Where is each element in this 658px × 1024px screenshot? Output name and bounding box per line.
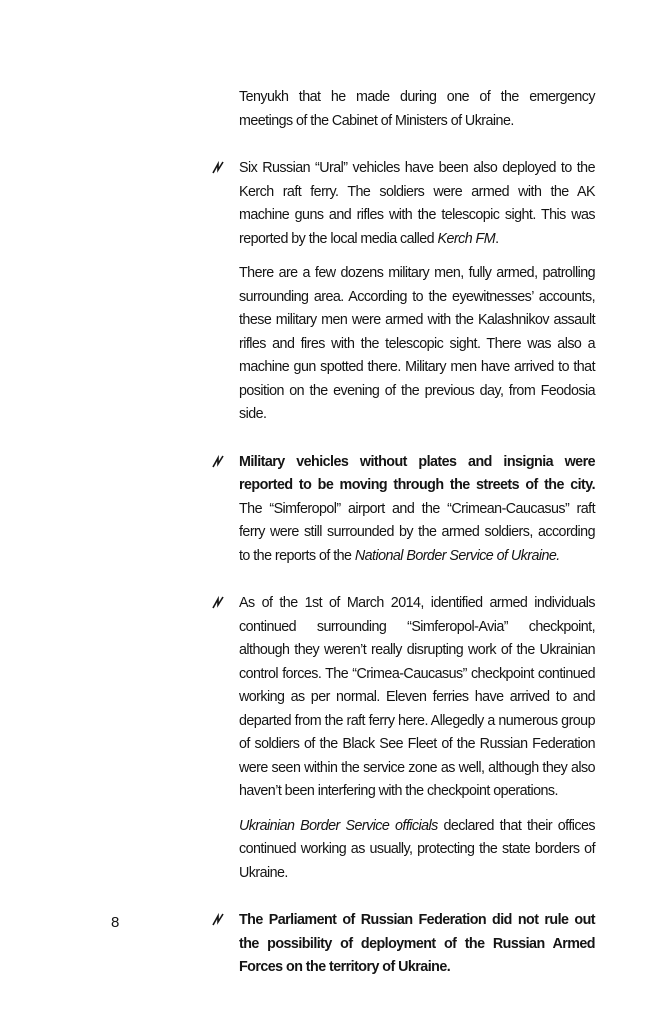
item-paragraph: The Parliament of Russian Federation did not rule out the possibility of deployment of the Russian Armed Forces on the territory of Ukraine. [239, 912, 595, 975]
slashed-arrow-bullet-icon [210, 454, 226, 470]
media-name: Kerch FM [437, 230, 496, 247]
intro-paragraph: Tenyukh that he made during one of the emergency meetings of the Cabinet of Ministers of Ukraine. [239, 89, 595, 129]
page-number: 8 [111, 914, 120, 931]
page-body [239, 86, 595, 980]
list-item [239, 909, 595, 980]
source-name: Ukrainian Border Service officials [239, 817, 438, 834]
paragraph-text: . [495, 230, 499, 247]
item-paragraph: There are a few dozens military men, fully armed, patrolling surrounding area. According to the eyewitnesses’ accounts, these military men were armed with the Kalashnikov assault rifles and fires with the telescopic sight. There was also a machine gun spotted there. Military men have arrived to that position on the evening of the previous day, from Feodosia side. [239, 265, 595, 422]
bold-lead: Military vehicles without plates and insignia were reported to be moving through the streets of the city. [239, 453, 595, 493]
item-paragraph [239, 815, 595, 886]
item-paragraph [239, 451, 595, 569]
paragraph-text: The “Simferopol” airport and the “Crimean-Caucasus” raft ferry were still surrounded by the armed soldiers, according to the reports of the [239, 500, 595, 564]
paragraph-text: declared that their offices continued working as usually, protecting the state borders of Ukraine. [239, 817, 595, 881]
item-paragraph: As of the 1st of March 2014, identified armed individuals continued surrounding “Simferopol-Avia” checkpoint, although they weren’t really disrupting work of the Ukrainian control forces. The “Crimea-Caucasus” checkpoint continued working as per normal. Eleven ferries have arrived to and departed from the raft ferry here. Allegedly a numerous group of soldiers of the Black See Fleet of the Russian Federation were seen within the service zone as well, although they also haven’t been interfering with the checkpoint operations. [239, 595, 595, 799]
slashed-arrow-bullet-icon [210, 160, 226, 176]
paragraph-text: Six Russian “Ural” vehicles have been also deployed to the Kerch raft ferry. The soldiers were armed with the AK machine guns and rifles with the telescopic sight. This was reported by the local media called [239, 160, 595, 247]
slashed-arrow-bullet-icon [210, 595, 226, 611]
list-item [239, 451, 595, 569]
list-item [239, 157, 595, 427]
item-paragraph [239, 157, 595, 251]
source-name: National Border Service of Ukraine. [354, 547, 560, 564]
list-item [239, 592, 595, 885]
slashed-arrow-bullet-icon [210, 912, 226, 928]
